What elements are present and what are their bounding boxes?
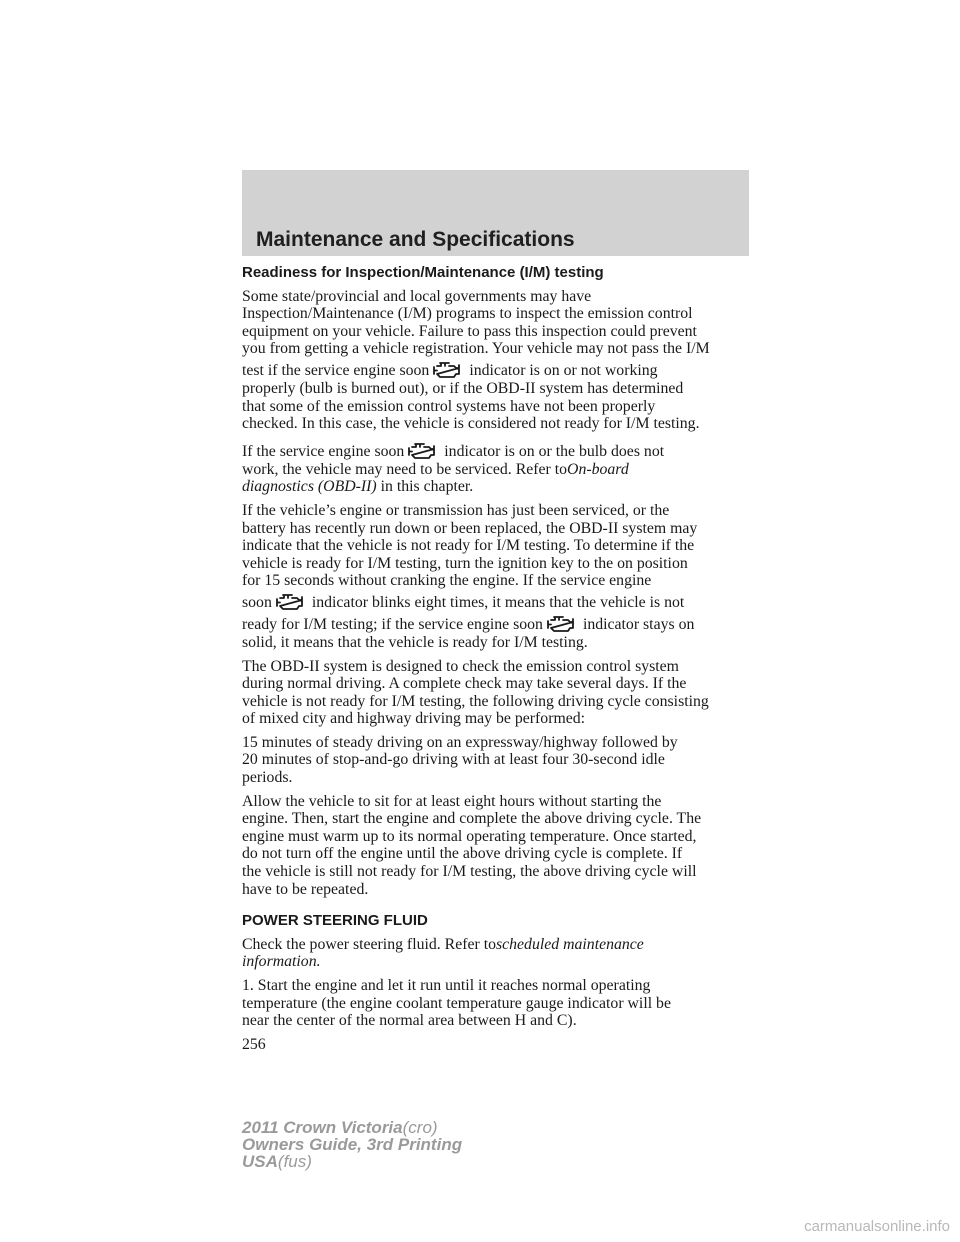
- footer: [242, 1119, 462, 1170]
- text-fragment: work, the vehicle may need to be serviced. Refer to: [242, 460, 568, 478]
- text-fragment: in this chapter.: [380, 478, 474, 496]
- text-line: [242, 612, 762, 634]
- check-engine-icon: [275, 590, 305, 612]
- text-line: do not turn off the engine until the above driving cycle is complete. If: [242, 845, 683, 863]
- text-line: [242, 478, 762, 496]
- text-line: engine. Then, start the engine and complete the above driving cycle. The: [242, 810, 702, 828]
- check-engine-icon: [546, 612, 576, 634]
- text-line: periods.: [242, 769, 293, 787]
- footer-line: Owners Guide, 3rd Printing: [242, 1135, 463, 1154]
- footer-market: USA: [242, 1152, 278, 1171]
- text-line: [242, 590, 762, 612]
- text-line: during normal driving. A complete check may take several days. If the: [242, 675, 687, 693]
- text-line: that some of the emission control systems have not been properly: [242, 397, 656, 415]
- text-line: for 15 seconds without cranking the engine. If the service engine: [242, 572, 652, 590]
- text-line: battery has recently run down or been replaced, the OBD-II system may: [242, 519, 698, 537]
- text-line: The OBD-II system is designed to check the emission control system: [242, 657, 679, 675]
- page-number: 256: [242, 1035, 266, 1053]
- check-engine-icon: [407, 439, 437, 461]
- text-line: Allow the vehicle to sit for at least eight hours without starting the: [242, 792, 662, 810]
- text-fragment: If the service engine soon: [242, 442, 405, 460]
- text-line: [242, 461, 762, 479]
- text-line: properly (bulb is burned out), or if the OBD-II system has determined: [242, 379, 684, 397]
- check-engine-icon: [432, 358, 462, 380]
- text-line: vehicle is not ready for I/M testing, the following driving cycle consisting: [242, 692, 709, 710]
- footer-model: 2011 Crown Victoria: [242, 1118, 403, 1137]
- text-fragment: indicator stays on: [582, 615, 695, 633]
- obd-reference-link: On-board: [567, 460, 629, 478]
- text-line: If the vehicle’s engine or transmission has just been serviced, or the: [242, 501, 670, 519]
- power-steering-heading: POWER STEERING FLUID: [242, 912, 428, 930]
- text-line: you from getting a vehicle registration. Your vehicle may not pass the I/M: [242, 340, 710, 358]
- text-line: of mixed city and highway driving may be performed:: [242, 710, 586, 728]
- obd-reference-link: diagnostics (OBD-II): [242, 478, 377, 496]
- page-content: [242, 264, 762, 1053]
- text-line: Inspection/Maintenance (I/M) programs to inspect the emission control: [242, 305, 693, 323]
- footer-line: [242, 1153, 462, 1170]
- power-steering-paragraph-1: [242, 936, 762, 971]
- text-line: engine must warm up to its normal operating temperature. Once started,: [242, 827, 697, 845]
- readiness-heading: Readiness for Inspection/Maintenance (I/M) testing: [242, 264, 604, 281]
- text-line: 1. Start the engine and let it run until it reaches normal operating: [242, 977, 651, 994]
- text-line: checked. In this case, the vehicle is considered not ready for I/M testing.: [242, 415, 700, 433]
- section-title: Maintenance and Specifications: [256, 228, 575, 251]
- readiness-paragraph-1: [242, 288, 762, 433]
- text-line: Some state/provincial and local governments may have: [242, 287, 592, 305]
- text-line: temperature (the engine coolant temperature gauge indicator will be: [242, 994, 671, 1012]
- footer-line: [242, 1119, 462, 1136]
- text-fragment: ready for I/M testing; if the service engine soon: [242, 615, 543, 633]
- text-line: the vehicle is still not ready for I/M testing, the above driving cycle will: [242, 863, 697, 881]
- text-fragment: test if the service engine soon: [242, 361, 430, 379]
- text-line: [242, 936, 762, 954]
- text-line: vehicle is ready for I/M testing, turn the ignition key to the on position: [242, 554, 688, 572]
- text-fragment: soon: [242, 593, 272, 611]
- text-line: 15 minutes of steady driving on an expressway/highway followed by: [242, 733, 678, 751]
- text-fragment: indicator is on or not working: [469, 361, 658, 379]
- text-line: [242, 439, 762, 461]
- readiness-paragraph-2: [242, 439, 762, 496]
- watermark: carmanualsonline.info: [804, 1218, 950, 1235]
- power-steering-paragraph-2: [242, 977, 762, 1030]
- text-line: indicate that the vehicle is not ready for I/M testing. To determine if the: [242, 537, 695, 555]
- text-line: equipment on your vehicle. Failure to pass this inspection could prevent: [242, 322, 697, 340]
- maintenance-reference-link: information.: [242, 953, 321, 971]
- text-fragment: indicator blinks eight times, it means that the vehicle is not: [311, 593, 685, 611]
- text-line: [242, 358, 762, 380]
- readiness-paragraph-3: [242, 502, 762, 652]
- text-fragment: indicator is on or the bulb does not: [444, 442, 665, 460]
- text-line: near the center of the normal area between H and C).: [242, 1012, 577, 1030]
- footer-code: (cro): [402, 1118, 438, 1137]
- text-line: 20 minutes of stop-and-go driving with at least four 30-second idle: [242, 751, 665, 769]
- footer-code: (fus): [277, 1152, 312, 1171]
- text-line: have to be repeated.: [242, 880, 369, 898]
- readiness-paragraph-4: [242, 658, 762, 728]
- readiness-paragraph-6: [242, 793, 762, 899]
- maintenance-reference-link: scheduled maintenance: [495, 935, 644, 953]
- text-fragment: Check the power steering fluid. Refer to: [242, 935, 496, 953]
- readiness-paragraph-5: [242, 734, 762, 787]
- text-line: solid, it means that the vehicle is ready for I/M testing.: [242, 633, 588, 651]
